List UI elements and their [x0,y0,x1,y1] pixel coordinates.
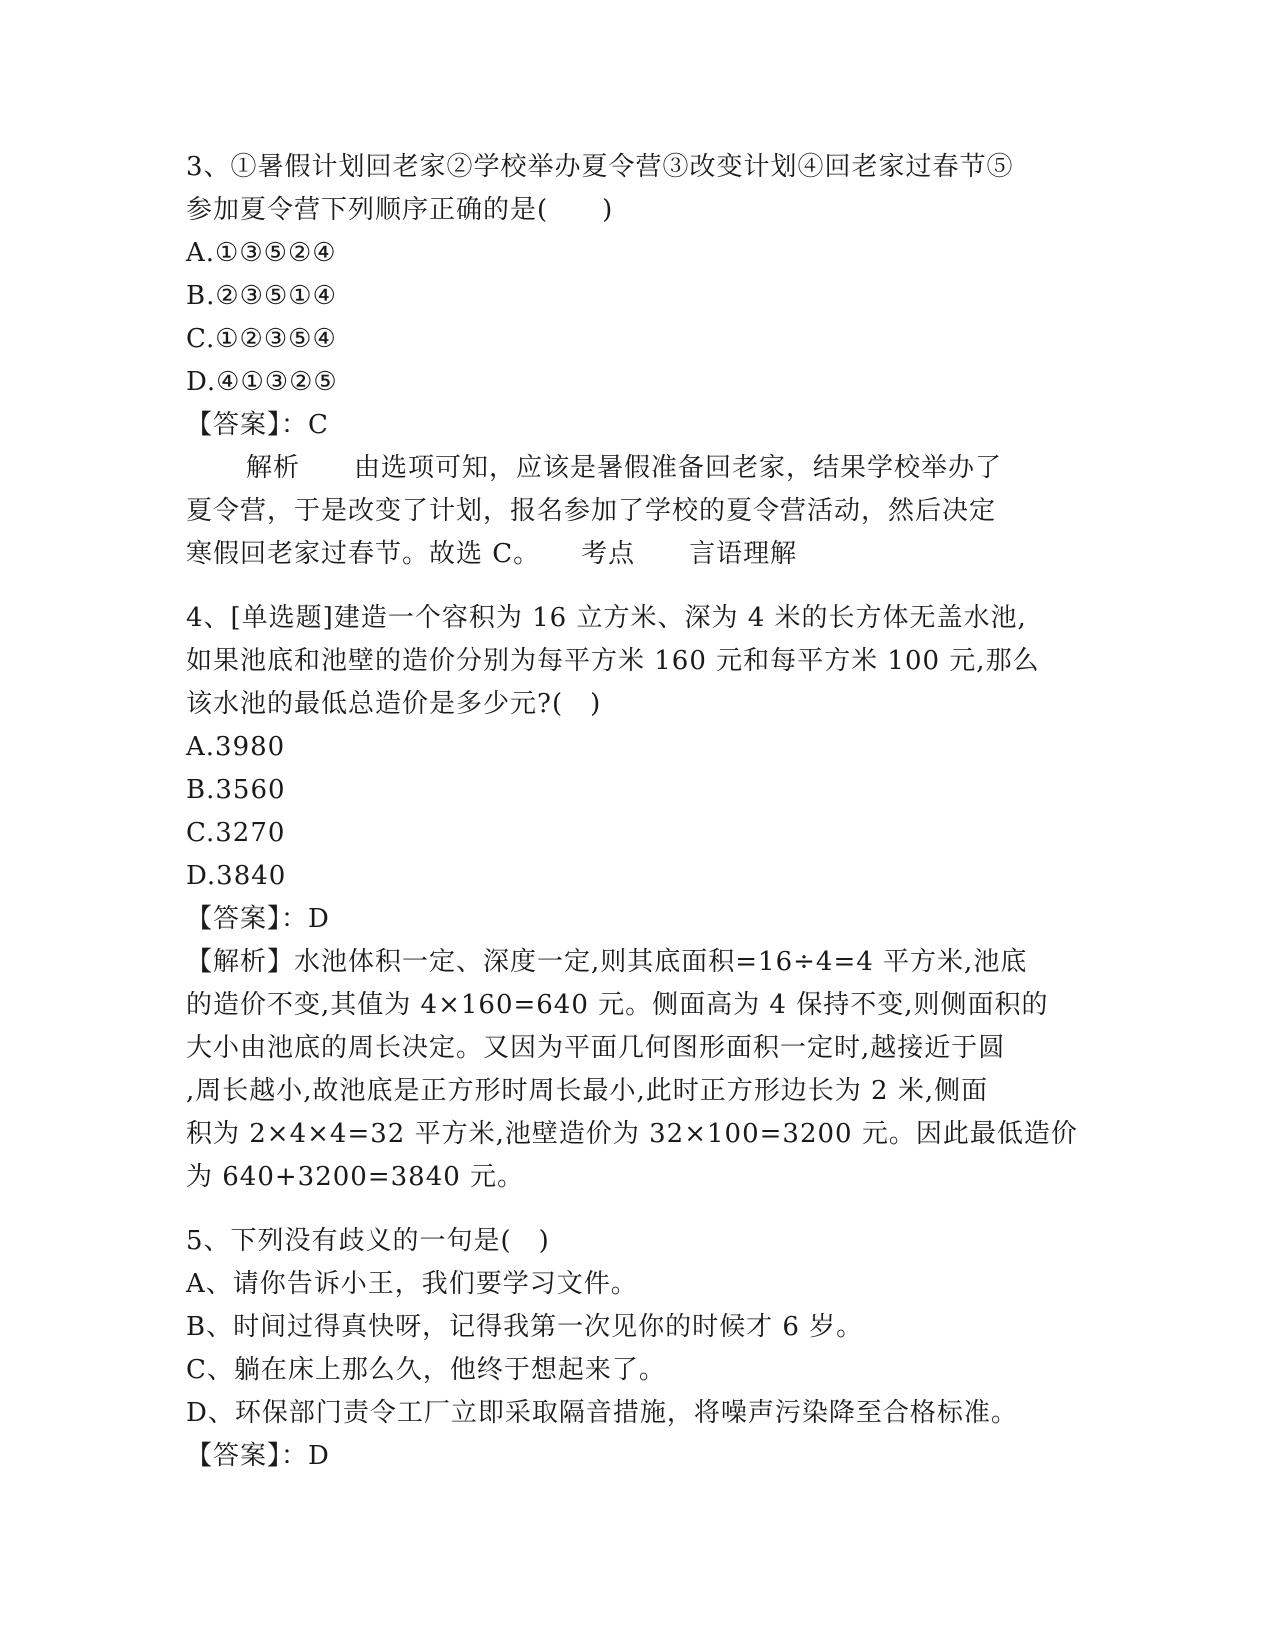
question-stem-line: 参加夏令营下列顺序正确的是( ) [186,195,614,225]
answer: 【答案】：D [186,1441,330,1471]
analysis-line: ,周长越小,故池底是正方形时周长最小,此时正方形边长为 2 米,侧面 [186,1076,989,1106]
question-stem-line: 4、[单选题]建造一个容积为 16 立方米、深为 4 米的长方体无盖水池, [186,603,1027,633]
question-5 [186,1220,1086,1478]
option-d: D、环保部门责令工厂立即采取隔音措施，将噪声污染降至合格标准。 [186,1398,1018,1428]
question-stem-line: 如果池底和池壁的造价分别为每平方米 160 元和每平方米 100 元,那么 [186,646,1040,676]
question-stem-line: 5、下列没有歧义的一句是( ) [186,1226,550,1256]
option-d: D.④①③②⑤ [186,367,338,397]
document-page [186,146,1086,1478]
answer: 【答案】：D [186,904,330,934]
analysis-line: 为 640+3200=3840 元。 [186,1162,525,1192]
analysis-line: 解析 由选项可知，应该是暑假准备回老家，结果学校举办了 [246,453,1003,483]
option-b: B、时间过得真快呀，记得我第一次见你的时候才 6 岁。 [186,1312,864,1342]
option-b: B.3560 [186,775,286,805]
analysis-line: 大小由池底的周长决定。又因为平面几何图形面积一定时,越接近于圆 [186,1033,1006,1063]
option-b: B.②③⑤①④ [186,281,337,311]
analysis-line: 积为 2×4×4=32 平方米,池壁造价为 32×100=3200 元。因此最低造价 [186,1119,1078,1149]
analysis-line: 夏令营，于是改变了计划，报名参加了学校的夏令营活动，然后决定 [186,496,997,526]
option-a: A.①③⑤②④ [186,238,337,268]
option-d: D.3840 [186,861,287,891]
question-stem-line: 3、①暑假计划回老家②学校举办夏令营③改变计划④回老家过春节⑤ [186,152,1014,182]
question-4 [186,597,1086,1199]
question-stem-line: 该水池的最低总造价是多少元?( ) [186,689,602,719]
option-c: C、躺在床上那么久，他终于想起来了。 [186,1355,666,1385]
analysis-line: 的造价不变,其值为 4×160=640 元。侧面高为 4 保持不变,则侧面积的 [186,990,1049,1020]
option-c: C.3270 [186,818,286,848]
analysis-line: 【解析】水池体积一定、深度一定,则其底面积=16÷4=4 平方米,池底 [186,947,1028,977]
option-a: A.3980 [186,732,286,762]
answer: 【答案】：C [186,410,329,440]
question-3 [186,146,1086,576]
option-c: C.①②③⑤④ [186,324,337,354]
option-a: A、请你告诉小王，我们要学习文件。 [186,1269,638,1299]
analysis-line: 寒假回老家过春节。故选 C。 考点 言语理解 [186,539,798,569]
